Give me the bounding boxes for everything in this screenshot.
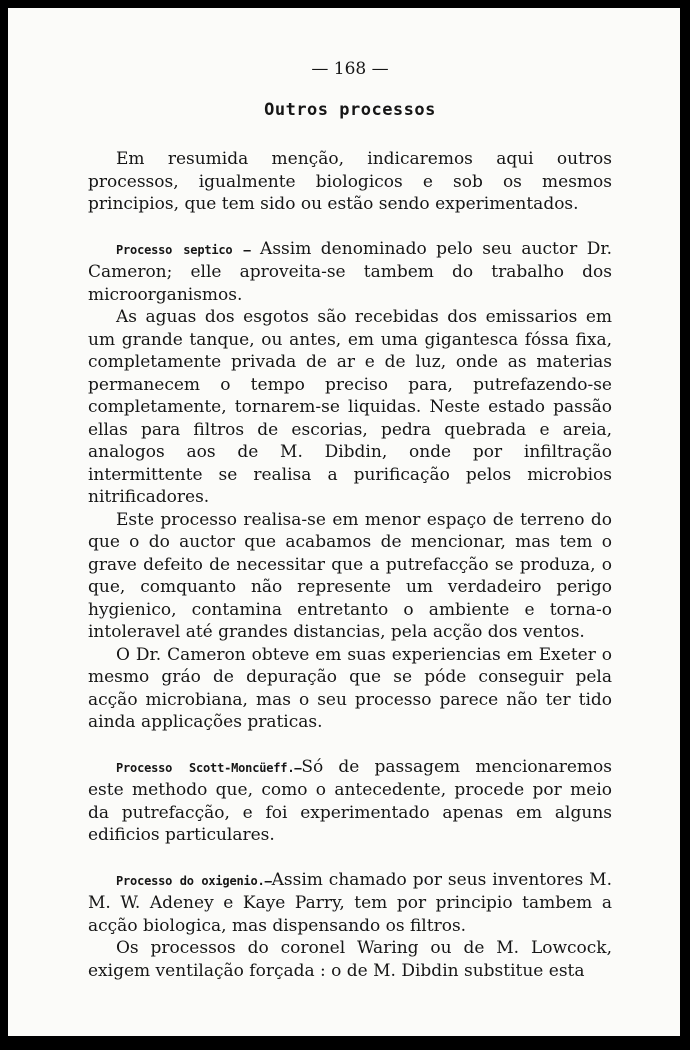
section-septico-paragraph-3: Este processo realisa-se em menor espaço de terreno do que o do auctor que acabamos de mencionar, mas tem o grave defeito de necessitar que a putrefacção se produza, o que, comquanto não represente um verdadeiro perigo hygienico, contamina entretanto o ambiente e torna-o intoleravel até grandes distancias, pela acção dos ventos.: [88, 509, 612, 642]
page-text-block: [88, 58, 612, 982]
section-oxigenio-text-1: Assim chamado por seus inventores M. M. W. Adeney e Kaye Parry, tem por principio tambem a acção biologica, mas dispensando os filtros.: [88, 869, 612, 936]
page-title: Outros processos: [264, 99, 436, 120]
page-number: — 168 —: [311, 59, 389, 79]
section-septico-text-1: Assim denominado pelo seu auctor Dr. Cameron; elle aproveita-se tambem do trabalho dos microorganismos.: [88, 238, 612, 305]
section-scott-text-1: Só de passagem mencionaremos este methodo que, como o antecedente, procede por meio da putrefacção, e foi experimentado apenas em alguns edificios particulares.: [88, 756, 612, 845]
section-oxigenio-heading: Processo do oxigenio.—: [116, 873, 272, 888]
book-page: [8, 8, 680, 1036]
section-oxigenio-paragraph-2: Os processos do coronel Waring ou de M. Lowcock, exigem ventilação forçada : o de M. Dibdin substitue esta: [88, 938, 612, 981]
section-septico-paragraph-2: As aguas dos esgotos são recebidas dos emissarios em um grande tanque, ou antes, em uma gigantesca fóssa fixa, completamente privada de ar e de luz, onde as materias permanecem o tempo preciso para, putrefazendo-se completamente, tornarem-se liquidas. Neste estado passão ellas para filtros de escorias, pedra quebrada e areia, analogos aos de M. Dibdin, onde por infiltração intermittente se realisa a purificação pelos microbios nitrificadores.: [88, 307, 612, 507]
section-scott-heading: Processo Scott-Moncüeff.—: [116, 760, 302, 775]
section-septico-heading: Processo septico —: [116, 242, 251, 257]
intro-paragraph: Em resumida menção, indicaremos aqui outros processos, igualmente biologicos e sob os mesmos principios, que tem sido ou estão sendo experimentados.: [88, 149, 612, 214]
section-scott-paragraph-1: [88, 756, 612, 847]
section-septico-paragraph-1: [88, 238, 612, 307]
section-oxigenio-paragraph-1: [88, 869, 612, 938]
section-septico-paragraph-4: O Dr. Cameron obteve em suas experiencias em Exeter o mesmo gráo de depuração que se póde conseguir pela acção microbiana, mas o seu processo parece não ter tido ainda applicações praticas.: [88, 644, 612, 732]
